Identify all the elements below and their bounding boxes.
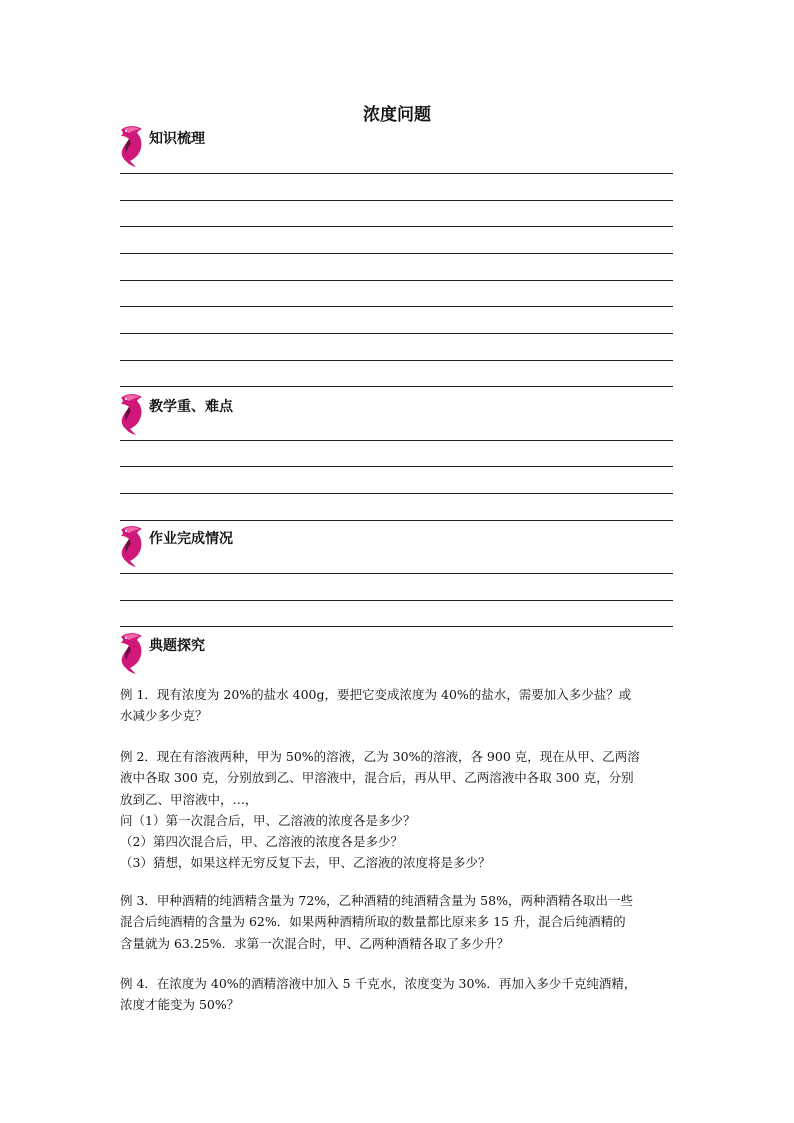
example-line: 例 4．在浓度为 40%的酒精溶液中加入 5 千克水，浓度变为 30%．再加入多少千克纯酒精， (120, 976, 637, 991)
writing-line (120, 173, 673, 174)
writing-line (120, 493, 673, 494)
writing-line (120, 600, 673, 601)
writing-line (120, 306, 673, 307)
writing-line (120, 253, 673, 254)
dolphin-icon (118, 631, 148, 675)
section-header-key-points (118, 392, 418, 432)
section-title: 知识梳理 (149, 131, 205, 147)
writing-line (120, 520, 673, 521)
dolphin-icon (118, 524, 148, 568)
example-1 (120, 684, 676, 727)
writing-line (120, 280, 673, 281)
writing-line (120, 573, 673, 574)
example-line: 含量就为 63.25%．求第一次混合时，甲、乙两种酒精各取了多少升？ (120, 935, 510, 951)
example-2 (120, 746, 676, 874)
writing-line (120, 360, 673, 361)
example-line: 浓度才能变为 50%？ (120, 997, 240, 1013)
dolphin-icon (118, 124, 148, 168)
writing-line (120, 226, 673, 227)
example-line: （2）第四次混合后，甲、乙溶液的浓度各是多少？ (120, 834, 403, 850)
section-title: 教学重、难点 (149, 399, 233, 415)
example-4 (120, 973, 676, 1016)
writing-line (120, 333, 673, 334)
example-line: 液中各取 300 克，分别放到乙、甲溶液中，混合后，再从甲、乙两溶液中各取 300 克，分别 (120, 770, 634, 786)
example-line: 放到乙、甲溶液中，…， (120, 791, 258, 807)
example-line: （3）猜想，如果这样无穷反复下去，甲、乙溶液的浓度将是多少？ (120, 855, 491, 871)
section-header-homework (118, 524, 418, 564)
example-line: 例 1．现有浓度为 20%的盐水 400g，要把它变成浓度为 40%的盐水，需要加入多少盐？或 (120, 687, 632, 702)
section-title: 典题探究 (149, 638, 205, 654)
dolphin-icon (118, 392, 148, 436)
section-header-examples (118, 631, 418, 671)
example-line: 例 3．甲种酒精的纯酒精含量为 72%，乙种酒精的纯酒精含量为 58%，两种酒精各取出一些 (120, 893, 633, 908)
writing-line (120, 626, 673, 627)
writing-line (120, 466, 673, 467)
example-line: 例 2．现在有溶液两种，甲为 50%的溶液，乙为 30%的溶液，各 900 克，现在从甲、乙两溶 (120, 749, 640, 764)
writing-line (120, 440, 673, 441)
writing-line (120, 386, 673, 387)
example-line: 混合后纯酒精的含量为 62%．如果两种酒精所取的数量都比原来多 15 升，混合后纯酒精的 (120, 914, 626, 930)
example-line: 水减少多少克？ (120, 708, 208, 724)
section-header-knowledge (118, 124, 418, 164)
example-3 (120, 890, 676, 954)
section-title: 作业完成情况 (149, 531, 233, 547)
writing-line (120, 200, 673, 201)
example-line: 问（1）第一次混合后，甲、乙溶液的浓度各是多少？ (120, 812, 416, 828)
page-title: 浓度问题 (363, 105, 431, 125)
